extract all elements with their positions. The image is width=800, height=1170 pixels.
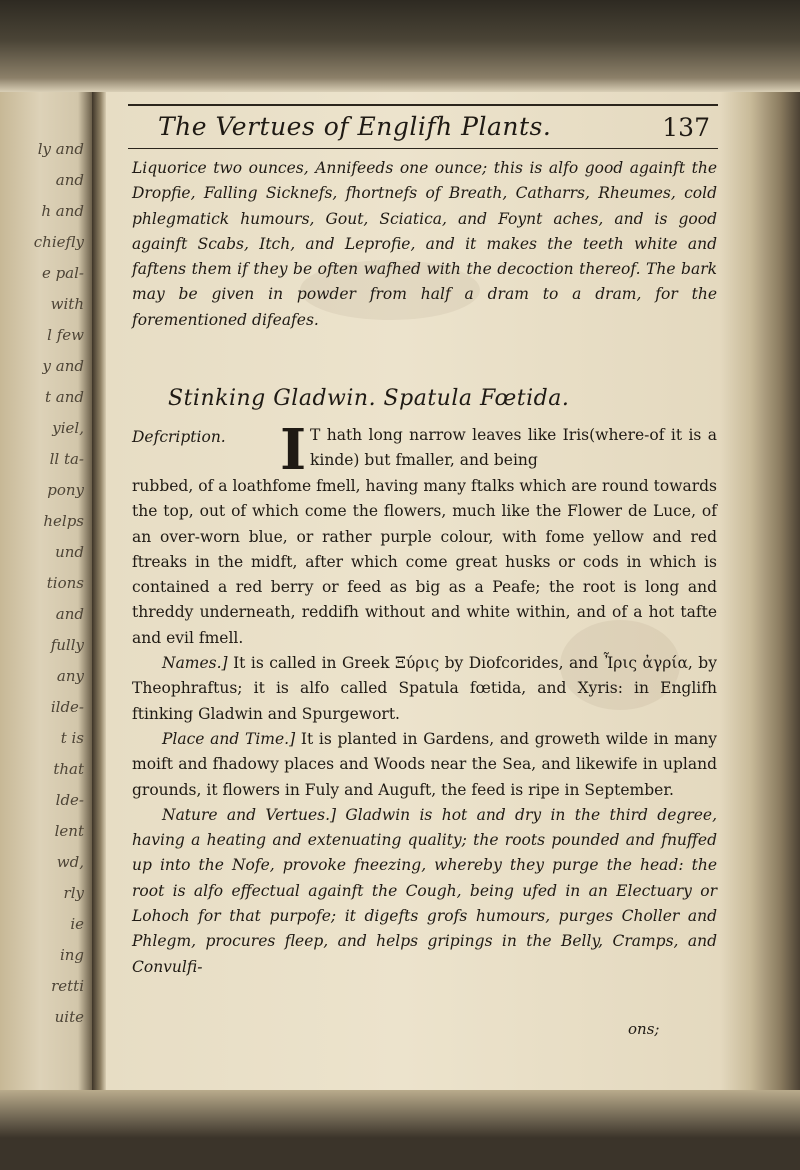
drop-cap: I xyxy=(280,417,307,483)
previous-page-fragment: helps xyxy=(43,512,84,530)
previous-page-fragment: l few xyxy=(47,326,84,344)
book-gutter xyxy=(92,92,106,1092)
top-rule xyxy=(128,104,718,106)
nature-text: Gladwin is hot and dry in the third degree, having a heating and extenuating quality; the roots pounded and fnuffed up into the Nofe, provoke fneezing, whereby they purge the head: the root is alfo effectual againft the Cough, being ufed in an Electuary or Lohoch for that purpofe; it digefts grofs humours, purges Choller and Phlegm, procures fleep, and helps gripings in the Belly, Cramps, and Convulfi- xyxy=(132,805,717,976)
previous-page-fragment: t is xyxy=(60,729,84,747)
previous-page-fragment: ie xyxy=(70,915,84,933)
previous-page-fragment: ll ta- xyxy=(49,450,84,468)
page-number: 137 xyxy=(662,113,710,142)
page-header xyxy=(128,112,718,146)
section-heading: Stinking Gladwin. Spatula Fœtida. xyxy=(168,386,570,411)
nature-paragraph xyxy=(132,803,717,980)
previous-page-fragment: with xyxy=(50,295,84,313)
place-text: It is planted in Gardens, and groweth wilde in many moift and fhadowy places and Woods near the Sea, and likewife in upland grounds, it flowers in Fuly and Auguft, the feed is ripe in September. xyxy=(132,729,717,799)
previous-page-fragment: ilde- xyxy=(50,698,84,716)
previous-page-fragment: tions xyxy=(46,574,84,592)
previous-page-fragment: any xyxy=(56,667,84,685)
names-label: Names.] xyxy=(162,654,228,673)
previous-page-fragment: lde- xyxy=(55,791,84,809)
previous-page-fragment: that xyxy=(53,760,84,778)
previous-page-fragment: t and xyxy=(44,388,84,406)
names-paragraph xyxy=(132,651,717,727)
header-rule xyxy=(128,148,718,149)
previous-page-fragment: retti xyxy=(51,977,84,995)
previous-page-fragment: h and xyxy=(41,202,84,220)
previous-page-fragment: ing xyxy=(59,946,84,964)
book-page xyxy=(108,96,724,1088)
previous-page-fragment: and xyxy=(55,171,84,189)
place-paragraph xyxy=(132,727,717,803)
names-text: It is called in Greek Ξύρις by Diofcorides, and Ἶρις ἀγρία, by Theophraftus; it is alfo called Spatula fœtida, and Xyris: in Englifh ftinking Gladwin and Spurgewort. xyxy=(132,654,717,723)
bottom-dark-band xyxy=(0,1090,800,1170)
previous-page-fragment: chiefly xyxy=(33,233,84,251)
running-title: The Vertues of Englifh Plants. xyxy=(158,112,552,141)
description-label: Defcription. xyxy=(132,428,226,446)
description-rest: rubbed, of a loathfome fmell, having many ftalks which are round towards the top, out of which come the flowers, much like the Flower de Luce, of an over-worn blue, or rather purple colour, with fome yellow and red ftreaks in the midft, after which come great husks or cods in which is contained a red berry or feed as big as a Peafe; the root is long and threddy underneath, reddifh without and white within, and of a hot tafte and evil fmell. xyxy=(132,477,717,647)
previous-page-fragment: uite xyxy=(54,1008,84,1026)
previous-page-fragment: e pal- xyxy=(41,264,84,282)
previous-page-fragment: wd, xyxy=(56,853,84,871)
previous-page-fragment: y and xyxy=(42,357,84,375)
description-first-lines: T hath long narrow leaves like Iris(where-of it is a kinde) but fmaller, and being xyxy=(310,426,717,470)
previous-page-fragment: ly and xyxy=(37,140,84,158)
top-dark-band xyxy=(0,0,800,92)
previous-page-fragment: und xyxy=(55,543,84,561)
description-text xyxy=(132,474,717,980)
previous-page-fragment: lent xyxy=(54,822,84,840)
previous-page-fragment: and xyxy=(55,605,84,623)
previous-page-edge xyxy=(0,92,92,1092)
previous-page-fragment: pony xyxy=(47,481,84,499)
previous-page-fragment: rly xyxy=(63,884,84,902)
right-page-edge xyxy=(720,92,800,1092)
catchword: ons; xyxy=(628,1020,660,1038)
place-label: Place and Time.] xyxy=(162,729,296,748)
previous-page-fragment: fully xyxy=(50,636,84,654)
liquorice-paragraph: Liquorice two ounces, Annifeeds one ounce; this is alfo good againft the Dropfie, Falling Sicknefs, fhortnefs of Breath, Catharrs, Rheumes, cold phlegmatick humours, Gout, Sciatica, and Foynt aches, and is good againft Scabs, Itch, and Leprofie, and it makes the teeth white and faftens them if they be often wafhed with the decoction thereof. The bark may be given in powder from half a dram to a dram, for the forementioned difeafes. xyxy=(132,159,717,329)
nature-label: Nature and Vertues.] xyxy=(162,805,337,824)
previous-page-fragment: yiel, xyxy=(52,419,84,437)
